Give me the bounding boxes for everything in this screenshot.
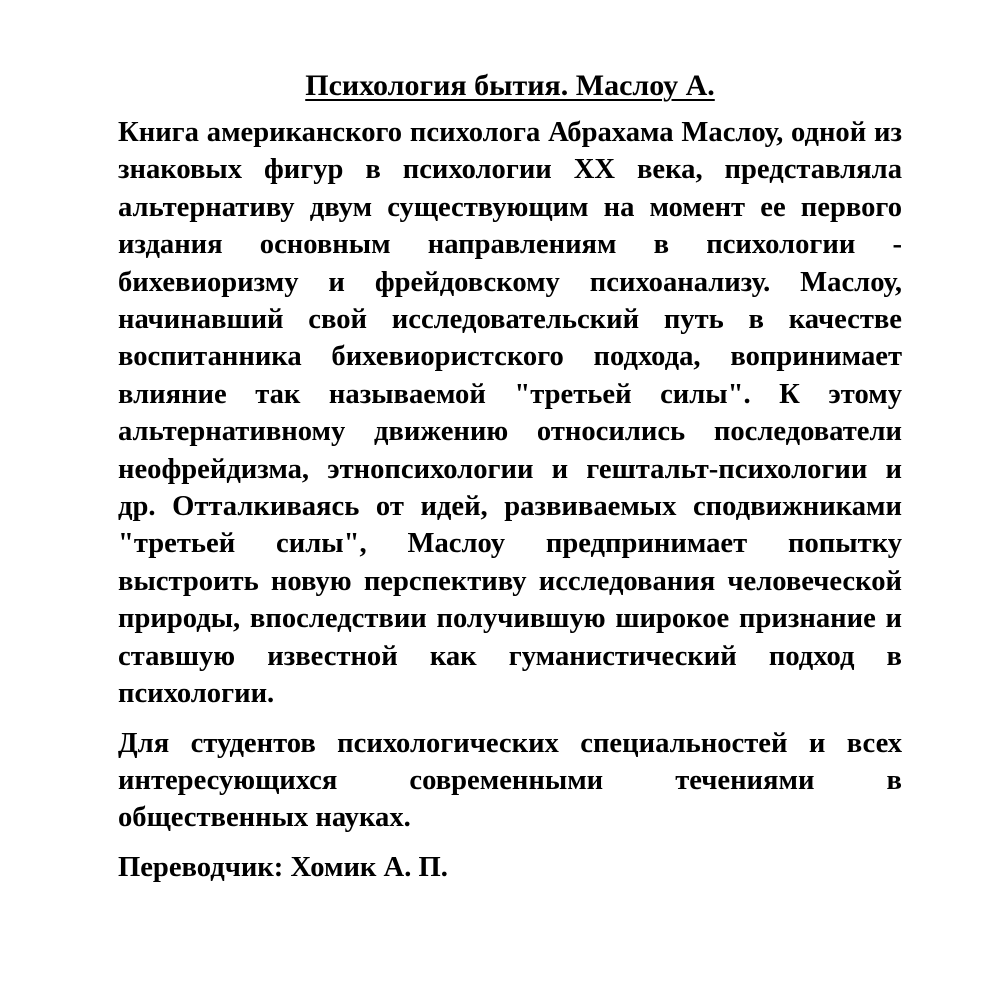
page-title — [118, 66, 902, 106]
translator-paragraph: Переводчик: Хомик А. П. — [118, 851, 448, 883]
description-paragraph: Книга американского психолога Абрахама Маслоу, одной из знаковых фигур в психологии XX века, представляла альтернативу двум существующим на момент ее первого издания основным направлениям в психологии - бихевиоризму и фрейдовскому психоанализу. Маслоу, начинавший свой исследовательский путь в качестве воспитанника бихевиористского подхода, вопринимает влияние так называемой "третьей силы". К этому альтернативному движению относились последователи неофрейдизма, этнопсихологии и гештальт-психологии и др. Отталкиваясь от идей, развиваемых сподвижниками "третьей силы", Маслоу предпринимает попытку выстроить новую перспективу исследования человеческой природы, впоследствии получившую широкое признание и ставшую известной как гуманистический подход в психологии. — [118, 117, 902, 710]
document-page — [118, 66, 902, 886]
page-title-text: Психология бытия. Маслоу А. — [305, 69, 715, 102]
audience-paragraph: Для студентов психологических специальностей и всех интересующихся современными течениями в общественных науках. — [118, 727, 902, 834]
